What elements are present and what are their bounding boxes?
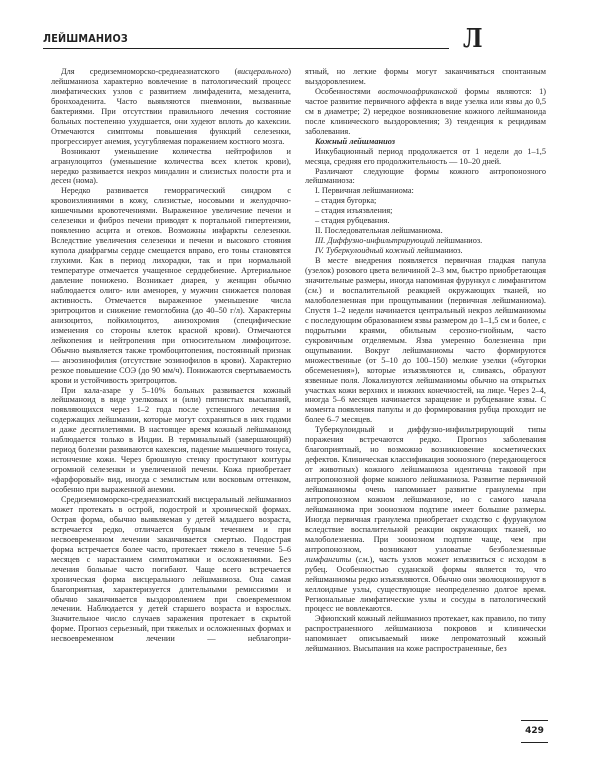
paragraph [305, 614, 546, 654]
running-header-title: ЛЕЙШМАНИОЗ [43, 32, 128, 45]
paragraph [51, 495, 291, 644]
list-item [305, 216, 546, 226]
list-item [305, 226, 546, 236]
text-run: II. Последовательная лейшманиома. [315, 226, 443, 236]
italic-text: см. [307, 285, 319, 295]
list-item [305, 196, 546, 206]
text-run: лейшманиоз. [434, 236, 483, 246]
paragraph [305, 256, 546, 425]
text-run: ятный, но легкие формы могут заканчиваться спонтанным выздоровлением. [305, 67, 546, 86]
paragraph [305, 167, 546, 187]
italic-text: висцерального [237, 67, 289, 76]
list-item [305, 236, 546, 246]
text-run: – стадия изъязвления; [315, 206, 393, 216]
text-run: формы являются: 1) частое развитие первичного аффекта в виде узелка или язвы до 0,5 см в диаметре; 2) нередкое возникновение кожного лейшманоида после клинического выздоровления; 3) тенденция к рецидивам заболевания. [305, 86, 546, 136]
paragraph [51, 386, 291, 495]
text-run: ) лейшманиоза характерно вовлечение в патологический процесс лимфатических узлов с развитием лимфаденита, мезаденита, бронхоаденита. Часто выявляются пневмонии, вызванные бактериями. При отсутствии правильного лечения состояние больных постепенно ухудшается, они худеют вплоть до кахексии. Отмечаются симптомы повышения функций селезенки, прогрессирует анемия, усугубляемая поражением костного мозга. [51, 67, 291, 146]
text-run: ), часть узлов может изъязвиться с исходом в рубец. Особенностью суданской формы является то, что лейшманиомы редко изъязвляются. Обычно они эволюционируют в келлоидные узлы, существующие неопределенно долгое время. Региональные лимфатические узлы и сосуды в патологический процесс не вовлекаются. [305, 554, 546, 614]
page-number: 429 [521, 720, 548, 743]
italic-text: см. [358, 554, 370, 564]
paragraph [51, 67, 291, 147]
italic-text: восточноафриканской [377, 86, 458, 96]
italic-text: III. Диффузно-инфильтрирующий [315, 236, 435, 246]
text-run: Для средиземноморско-среднеазиатского ( [61, 67, 238, 76]
text-run: ( [351, 554, 359, 564]
section-letter: Л [463, 24, 483, 54]
paragraph [51, 186, 291, 385]
text-run: – стадия рубцевания. [315, 216, 390, 226]
right-text-column [305, 67, 546, 654]
paragraph [305, 67, 546, 87]
paragraph [305, 425, 546, 614]
text-run: Туберкулоидный и диффузно-инфильтрирующий типы поражения встречаются редко. Прогноз заболевания благоприятный, но возможно возникновение косметических дефектов. Клиническая классификация зоонозного (передающегося от животных) кожного лейшманиоза идентична таковой при антропонозной форме кожного лейшманиоза. Развитие первичной лейшманиомы очень напоминает развитие гранулемы при антропонозном кожном лейшманиозе, но с самого начала лейшманиома при зоонозном подтипе имеет большие размеры. Иногда первичная гранулема приобретает сходство с фурункулом вследствие воспалительной реакции окружающих тканей, но малоболезненна. При зоонозном подтипе чаще, чем при антропонозном, возникают узловатые безболезненные [305, 425, 546, 554]
text-run: При кала-азаре у 5–10% больных развивается кожный лейшманоид в виде узелковых и (или) пятнистых высыпаний, появляющихся через 1–2 года после успешного лечения и содержащих лейшмании, которые могут сохраняться в них годами и даже десятилетиями. В настоящее время кожный лейшманоид наблюдается только в Индии. В терминальный (завершающий) период болезни развиваются кахексия, падение мышечного тонуса, истончение кожи. Через брюшную стенку проступают контуры огромной селезенки и увеличенной печени. Кожа приобретает «фарфоровый» вид, иногда с землистым или восковым оттенком, особенно при выраженной анемии. [51, 385, 291, 495]
text-run: В месте внедрения появляется первичная гладкая папула (узелок) розового цвета величиной 2–3 мм, быстро приобретающая значительные размеры, иногда напоминая фурункул с лимфангитом ( [305, 256, 546, 295]
text-run: ) и воспалительной реакцией окружающих тканей, но малоболезненная при прощупывании (первичная лейшманиома). Спустя 1–2 недели начинается центральный некроз лейшманиомы с последующим образованием язвы размером до 1–1,5 см и более, с подрытыми краями, обильным серозно-гнойным, часто сукровичным отделяемым. Язва умеренно болезненна при ощупывании. Вокруг лейшманиомы часто формируются множественные (от 5–10 до 100–150) мелкие узелки («бугорки обсеменения»), которые изъязвляются и, сливаясь, образуют язвенные поля. Локализуются лейшманиомы обычно на открытых участках кожи верхних и нижних конечностей, на лице. Через 2–4, иногда 5–6 месяцев начинается заращение и рубцевание язвы. С момента появления папулы и до формирования рубца проходит не более 6–7 месяцев. [305, 285, 546, 425]
text-run: Нередко развивается геморрагический синдром с кровоизлияниями в кожу, слизистые, носовыми и желудочно-кишечными кровотечениями. Выраженное увеличение печени и селезенки и фиброз печени приводят к портальной гипертензии, появлению асцита и отеков. Возможны инфаркты селезенки. Вследствие увеличения селезенки и печени и высокого стояния купола диафрагмы сердце смещается вправо, его тоны становятся глухими. Как в период лихорадки, так и при нормальной температуре отмечается учащенное сердцебиение. Артериальное давление понижено. Возникает диарея, у женщин обычно наблюдается олиго- или аменорея, у мужчин снижается половая активность. Отмечается выраженное уменьшение числа эритроцитов и снижение гемоглобина (до 40–50 г/л). Характерны анизоцитоз, пойкилоцитоз, анизохромия (специфические изменения со стороны клеток красной крови). Отмечаются лейкопения и нейтропения при относительном лимфоцитозе. Обычно выявляется также тромбоцитопения, постоянный признак — анэозинофилия (отсутствие эозинофилов в крови). Характерно резкое повышение СОЭ (до 90 мм/ч). Понижаются свертываемость крови и устойчивость эритроцитов. [51, 186, 291, 385]
text-run: лейшманиоз. [414, 246, 463, 256]
italic-text: IV. Туберкулоидный кожный [315, 246, 415, 256]
paragraph [305, 147, 546, 167]
text-run: Средиземноморско-среднеазиатский висцеральный лейшманиоз может протекать в острой, подострой и хронической формах. Острая форма, обычно выявляемая у детей младшего возраста, встречается редко, отличается бурным течением и при несвоевременном лечении заканчивается смертью. Подострая форма встречается более часто, протекает тяжело в течение 5–6 месяцев с нарастанием симптоматики и осложнениями. Без лечения больные часто погибают. Чаще всего встречается хроническая форма висцерального лейшманиоза. Она самая благоприятная, характеризуется длительными ремиссиями и обычно заканчивается выздоровлением при своевременном лечении. Наблюдается у детей старшего возраста и взрослых. Значительное число случаев заражения протекает в скрытой форме. Прогноз серьезный, при тяжелых и осложненных формах и несвоевременном лечении — неблагопри- [51, 494, 291, 644]
text-run: Инкубационный период продолжается от 1 недели до 1–1,5 месяца, средняя его продолжительность — 10–20 дней. [305, 146, 546, 166]
list-item [305, 206, 546, 216]
text-run: Особенностями [315, 86, 378, 96]
list-item [305, 186, 546, 196]
left-text-column [51, 67, 291, 644]
text-run: I. Первичная лейшманиома: [315, 186, 414, 196]
text-run: Кожный лейшманиоз [315, 136, 395, 146]
paragraph [305, 87, 546, 137]
list-item [305, 246, 546, 256]
paragraph [51, 147, 291, 187]
text-run: – стадия бугорка; [315, 196, 377, 206]
italic-text: лимфангиты [305, 554, 352, 564]
header-rule [43, 48, 449, 49]
section-heading [305, 137, 546, 147]
text-run: Возникают уменьшение количества нейтрофилов и агранулоцитоз (уменьшение количества всех клеток крови), нередко развивается некроз миндалин и слизистых полости рта и десен (нома). [51, 146, 291, 186]
text-run: Эфиопский кожный лейшманиоз протекает, как правило, по типу распространенного лейшманиоза покровов и клинически напоминает описываемый ниже лепроматозный кожный лейшманиоз. Высыпания на коже распространенные, без [305, 614, 546, 654]
text-run: Различают следующие формы кожного антропонозного лейшманиоза: [305, 166, 546, 186]
